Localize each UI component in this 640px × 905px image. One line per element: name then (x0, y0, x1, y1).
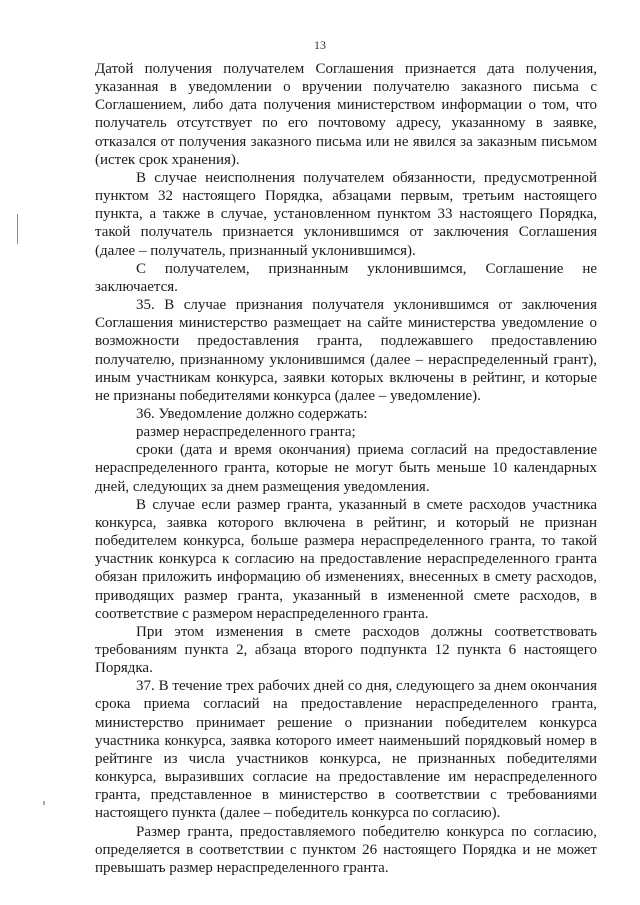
paragraph: сроки (дата и время окончания) приема согласий на предоставление нераспределенного гранта, которые не могут быть меньше 10 календарных дней, следующих за днем размещения уведомления. (95, 442, 597, 495)
paragraph: В случае если размер гранта, указанный в смете расходов участника конкурса, заявка которого включена в рейтинг, и который не признан победителем конкурса, больше размера нераспределенного гранта, то такой участник конкурса к согласию на предоставление нераспределенного гранта обязан приложить информацию об изменениях, внесенных в смету расходов, приводящих размер гранта, указанный в измененной смете расходов, в соответствие с размером нераспределенного гранта. (95, 496, 597, 622)
paragraph: Датой получения получателем Соглашения признается дата получения, указанная в уведомлении о вручении получателю заказного письма с Соглашением, либо дата получения министерством информации о том, что получатель отсутствует по его почтовому адресу, указанному в заявке, отказался от получения заказного письма или не явился за заказным письмом (истек срок хранения). (95, 61, 597, 168)
margin-scan-dot (43, 801, 45, 805)
page-number: 13 (314, 38, 326, 52)
document-body (95, 60, 597, 877)
paragraph: 35. В случае признания получателя уклонившимся от заключения Соглашения министерство размещает на сайте министерства уведомление о возможности предоставления гранта, подлежавшего предоставлению получателю, признанному уклонившимся (далее – нераспределенный грант), иным участникам конкурса, заявки которых включены в рейтинг, и которые не признаны победителями конкурса (далее – уведомление). (95, 297, 597, 404)
paragraph: 37. В течение трех рабочих дней со дня, следующего за днем окончания срока приема согласий на предоставление нераспределенного гранта, министерство принимает решение о признании победителем конкурса участника конкурса, заявка которого имеет наименьший порядковый номер в рейтинге из числа участников конкурса, не признанных победителями конкурса, выразивших согласие на предоставление им нераспределенного гранта, представленное в министерство в соответствии с требованиями настоящего пункта (далее – победитель конкурса по согласию). (95, 678, 597, 822)
paragraph: С получателем, признанным уклонившимся, Соглашение не заключается. (95, 260, 597, 295)
paragraph: размер нераспределенного гранта; (136, 424, 356, 441)
paragraph: При этом изменения в смете расходов должны соответствовать требованиям пункта 2, абзаца второго подпункта 12 пункта 6 настоящего Порядка. (95, 623, 597, 677)
paragraph: 36. Уведомление должно содержать: (136, 405, 368, 422)
margin-scan-mark (17, 214, 18, 244)
paragraph: В случае неисполнения получателем обязанности, предусмотренной пунктом 32 настоящего Порядка, абзацами первым, третьим настоящего пункта, а также в случае, установленном пунктом 33 настоящего Порядка, такой получатель признается уклонившимся от заключения Соглашения (далее – получатель, признанный уклонившимся). (95, 169, 597, 259)
paragraph: Размер гранта, предоставляемого победителю конкурса по согласию, определяется в соответствии с пунктом 26 настоящего Порядка и не может превышать размер нераспределенного гранта. (95, 823, 597, 876)
